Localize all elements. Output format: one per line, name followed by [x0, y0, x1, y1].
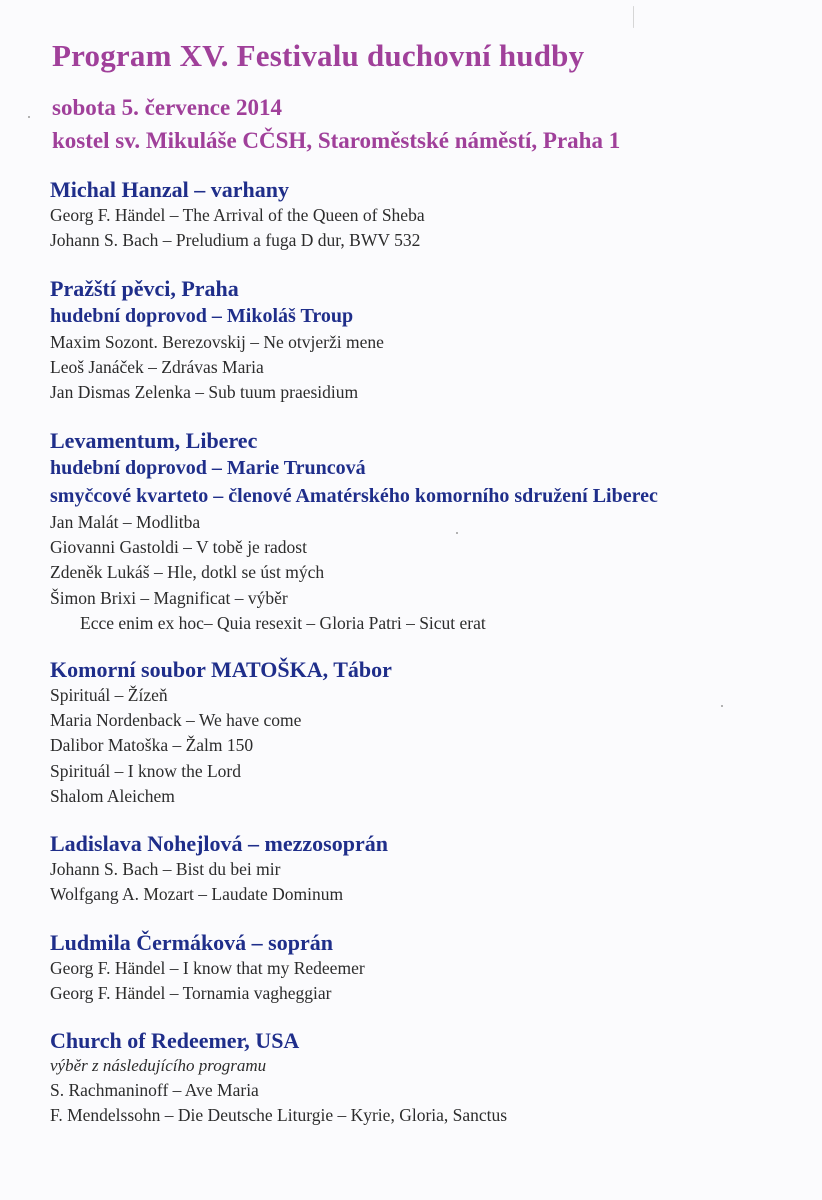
program-item: F. Mendelssohn – Die Deutsche Liturgie – Kyrie, Gloria, Sanctus: [50, 1105, 508, 1126]
performer-heading: Pražští pěvci, Praha: [50, 276, 239, 301]
program-item: Maxim Sozont. Berezovskij – Ne otvjerži mene: [50, 332, 384, 352]
event-venue: kostel sv. Mikuláše CČSH, Staroměstské náměstí, Praha 1: [52, 128, 621, 153]
performer-section: [50, 428, 658, 636]
performer-heading: Levamentum, Liberec: [50, 428, 258, 453]
performer-section: [50, 1028, 507, 1128]
program-item: Georg F. Händel – Tornamia vagheggiar: [50, 983, 332, 1004]
performer-section: [50, 930, 365, 1006]
performer-section: [50, 177, 425, 253]
event-date: sobota 5. července 2014: [52, 95, 282, 120]
accompaniment-line: hudební doprovod – Mikoláš Troup: [50, 305, 354, 327]
performer-section: [50, 831, 388, 907]
page-title: Program XV. Festivalu duchovní hudby: [52, 38, 585, 73]
program-item: Dalibor Matoška – Žalm 150: [50, 735, 254, 756]
program-item: Jan Dismas Zelenka – Sub tuum praesidium: [50, 382, 359, 403]
performer-heading: Michal Hanzal – varhany: [50, 177, 289, 202]
program-item: Georg F. Händel – I know that my Redeemer: [50, 958, 365, 978]
program-item: Spirituál – Žízeň: [50, 685, 168, 705]
scan-speck: [721, 705, 723, 707]
scan-speck: [28, 116, 30, 118]
program-item: Shalom Aleichem: [50, 785, 175, 806]
accompaniment-line: smyčcové kvarteto – členové Amatérského komorního sdružení Liberec: [50, 485, 658, 507]
performer-heading: Ladislava Nohejlová – mezzosoprán: [50, 831, 388, 856]
scan-speck: [633, 6, 634, 28]
program-item: Leoš Janáček – Zdrávas Maria: [50, 357, 264, 378]
performer-section: [50, 657, 392, 809]
program-item: Georg F. Händel – The Arrival of the Queen of Sheba: [50, 205, 425, 225]
program-item: Šimon Brixi – Magnificat – výběr: [50, 587, 288, 608]
program-item: Johann S. Bach – Bist du bei mir: [50, 859, 281, 879]
program-item: Giovanni Gastoldi – V tobě je radost: [50, 537, 307, 558]
program-item: Spirituál – I know the Lord: [50, 760, 242, 781]
program-item: Maria Nordenback – We have come: [50, 710, 302, 731]
performer-heading: Komorní soubor MATOŠKA, Tábor: [50, 657, 392, 682]
scan-speck: [456, 532, 458, 534]
performer-heading: Ludmila Čermáková – soprán: [50, 930, 333, 955]
program-item: Jan Malát – Modlitba: [50, 512, 201, 532]
program-note: výběr z následujícího programu: [50, 1056, 267, 1075]
program-item: Zdeněk Lukáš – Hle, dotkl se úst mých: [50, 562, 325, 583]
accompaniment-line: hudební doprovod – Marie Truncová: [50, 457, 366, 479]
program-item: Ecce enim ex hoc– Quia resexit – Gloria Patri – Sicut erat: [80, 612, 486, 633]
program-item: Johann S. Bach – Preludium a fuga D dur, BWV 532: [50, 230, 421, 251]
program-item: S. Rachmaninoff – Ave Maria: [50, 1080, 259, 1100]
program-item: Wolfgang A. Mozart – Laudate Dominum: [50, 884, 344, 905]
performer-heading: Church of Redeemer, USA: [50, 1028, 300, 1053]
performer-section: [50, 276, 384, 406]
